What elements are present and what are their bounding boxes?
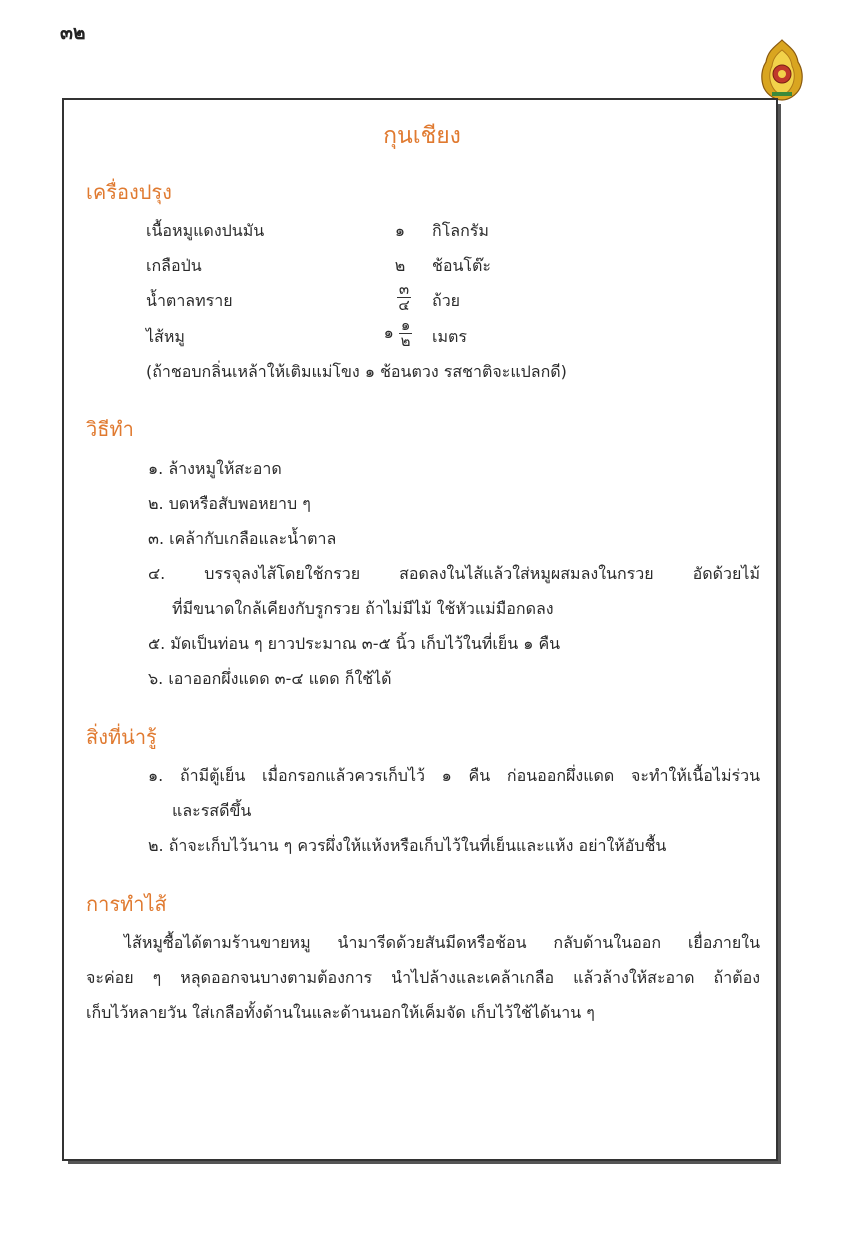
casing-heading: การทำไส้ [86,892,167,916]
ingredient-name: เกลือป่น [146,256,202,275]
casing-paragraph-line: ไส้หมูซื้อได้ตามร้านขายหมู นำมารีดด้วยสันมีดหรือช้อน กลับด้านในออก เยื่อภายใน [124,933,760,952]
method-step: ๑. ล้างหมูให้สะอาด [148,459,282,478]
tip-item: ๒. ถ้าจะเก็บไว้นาน ๆ ควรผึ่งให้แห้งหรือเก็บไว้ในที่เย็นและแห้ง อย่าให้อับชื้น [148,836,667,855]
ingredient-unit: เมตร [432,327,467,346]
ingredient-qty-mixed [368,318,428,349]
method-heading: วิธีทำ [86,417,134,441]
method-step: ๒. บดหรือสับพอหยาบ ๆ [148,494,311,513]
ingredient-name: น้ำตาลทราย [146,291,233,310]
method-step: ๕. มัดเป็นท่อน ๆ ยาวประมาณ ๓-๕ นิ้ว เก็บไว้ในที่เย็น ๑ คืน [148,634,561,653]
ingredient-unit: ช้อนโต๊ะ [432,256,491,275]
ingredients-heading: เครื่องปรุง [86,180,172,204]
ingredient-qty-fraction [384,282,424,313]
school-emblem-icon [758,38,806,102]
ingredient-qty: ๑ [394,221,406,240]
ingredient-name: ไส้หมู [146,327,185,346]
casing-paragraph-line: จะค่อย ๆ หลุดออกจนบางตามต้องการ นำไปล้างและเคล้าเกลือ แล้วล้างให้สะอาด ถ้าต้อง [86,968,760,987]
ingredient-unit: กิโลกรัม [432,221,489,240]
method-step-continued: ที่มีขนาดใกล้เคียงกับรูกรวย ถ้าไม่มีไม้ ใช้หัวแม่มือกดลง [172,599,554,618]
method-step: ๓. เคล้ากับเกลือและน้ำตาล [148,529,337,548]
ingredient-name: เนื้อหมูแดงปนมัน [146,221,265,240]
fraction-denominator: ๒ [400,332,411,350]
tip-item-continued: และรสดีขึ้น [172,801,252,820]
fraction-numerator: ๑ [400,316,411,334]
tip-item: ๑. ถ้ามีตู้เย็น เมื่อกรอกแล้วควรเก็บไว้ ๑ คืน ก่อนออกผึ่งแดด จะทำให้เนื้อไม่ร่วน [148,766,760,785]
ingredients-note: (ถ้าชอบกลิ่นเหล้าให้เติมแม่โขง ๑ ช้อนตวง รสชาติจะแปลกดี) [146,362,567,381]
fraction-denominator: ๔ [398,296,410,314]
page-title: กุนเชียง [383,123,461,149]
page-number: ๓๒ [60,22,86,44]
method-step: ๔. บรรจุลงไส้โดยใช้กรวย สอดลงในไส้แล้วใส่หมูผสมลงในกรวย อัดด้วยไม้ [148,564,760,583]
fraction-numerator: ๓ [398,280,410,298]
ingredient-qty: ๒ [394,256,406,275]
casing-paragraph-line: เก็บไว้หลายวัน ใส่เกลือทั้งด้านในและด้านนอกให้เค็มจัด เก็บไว้ใช้ได้นาน ๆ [86,1003,595,1022]
ingredient-unit: ถ้วย [432,291,461,310]
mixed-whole: ๑ [383,323,394,342]
method-step: ๖. เอาออกผึ่งแดด ๓-๔ แดด ก็ใช้ได้ [148,669,392,688]
tips-heading: สิ่งที่น่ารู้ [86,725,157,749]
